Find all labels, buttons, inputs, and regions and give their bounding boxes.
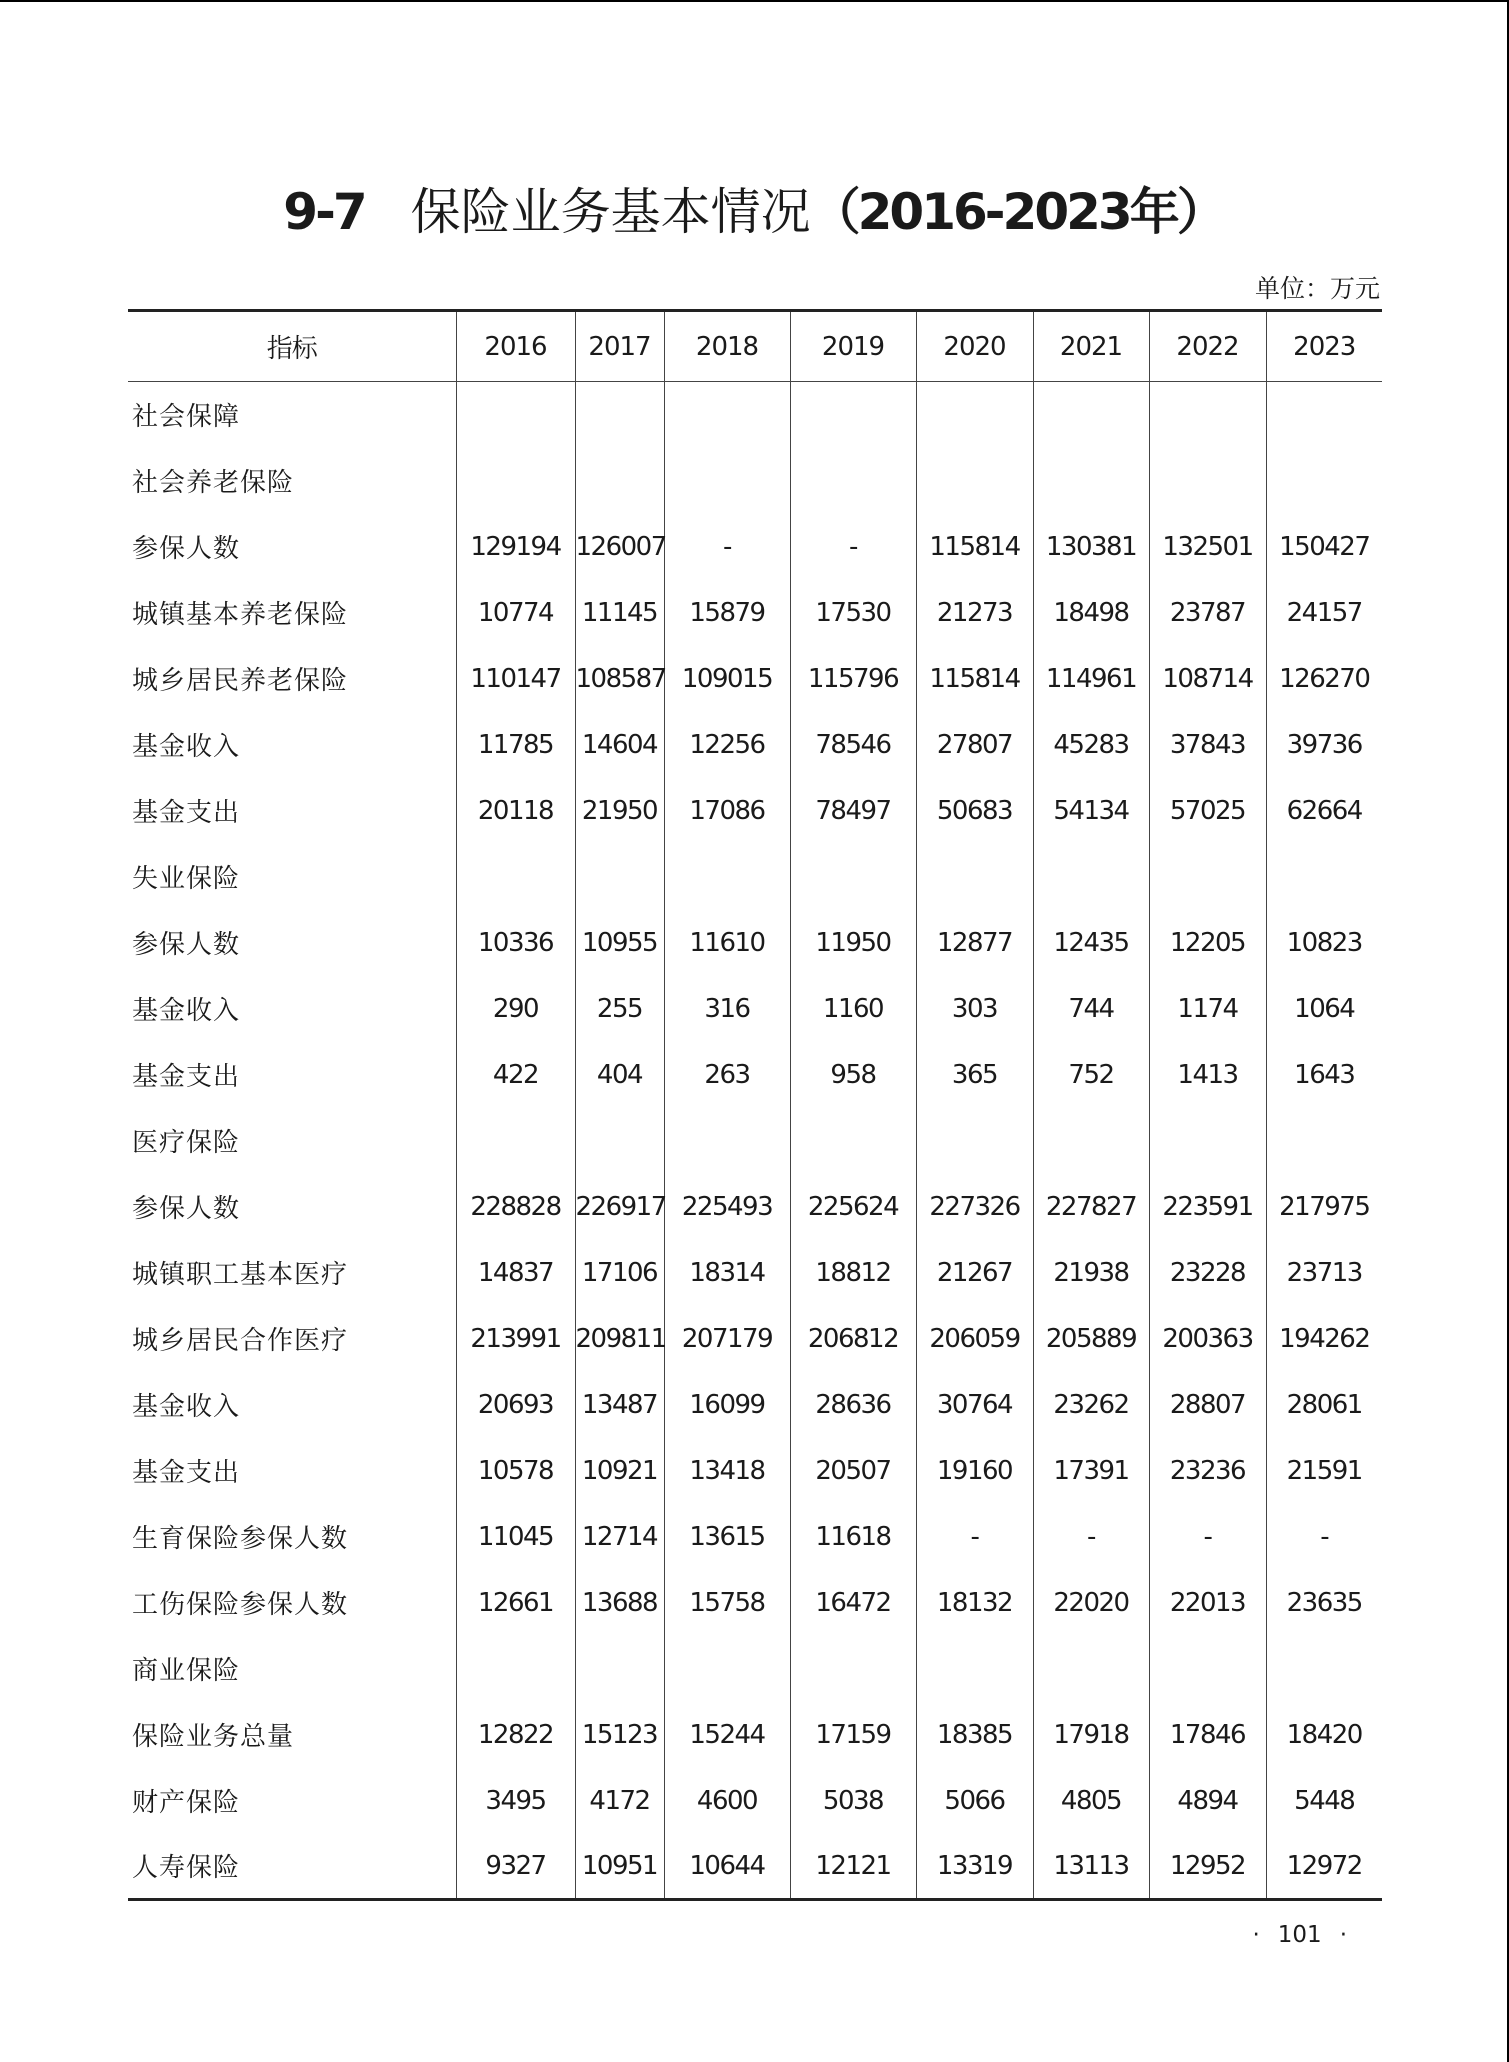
- table-cell: 21273: [916, 580, 1033, 646]
- table-cell: 78546: [790, 712, 916, 778]
- table-cell: 21938: [1033, 1240, 1149, 1306]
- table-cell: 11618: [790, 1504, 916, 1570]
- table-cell: 57025: [1149, 778, 1266, 844]
- table-cell: 1413: [1149, 1042, 1266, 1108]
- table-cell: 24157: [1266, 580, 1382, 646]
- table-cell: 50683: [916, 778, 1033, 844]
- table-cell: 227827: [1033, 1174, 1149, 1240]
- table-cell: 263: [664, 1042, 790, 1108]
- header-year: 2023: [1266, 311, 1382, 382]
- table-cell: 12256: [664, 712, 790, 778]
- table-cell: 115814: [916, 646, 1033, 712]
- table-cell: 14837: [456, 1240, 575, 1306]
- table-row: [128, 1570, 1382, 1636]
- table-cell: [456, 382, 575, 448]
- table-cell: [1149, 1636, 1266, 1702]
- table-cell: [1266, 1636, 1382, 1702]
- table-cell: 12822: [456, 1702, 575, 1768]
- row-label: 财产保险: [132, 1788, 241, 1818]
- table-cell: 12714: [575, 1504, 664, 1570]
- table-cell: 17391: [1033, 1438, 1149, 1504]
- table-cell: 126007: [575, 514, 664, 580]
- table-cell: [1266, 448, 1382, 514]
- row-label: 参保人数: [132, 534, 241, 564]
- table-cell: 115796: [790, 646, 916, 712]
- table-row: [128, 1042, 1382, 1108]
- table-cell: 18385: [916, 1702, 1033, 1768]
- row-label: 基金支出: [132, 798, 241, 828]
- table-row: [128, 1174, 1382, 1240]
- table-row: [128, 1240, 1382, 1306]
- table-cell: 255: [575, 976, 664, 1042]
- header-year: 2019: [790, 311, 916, 382]
- table-cell: 225493: [664, 1174, 790, 1240]
- table-cell: 206812: [790, 1306, 916, 1372]
- row-label: 城乡居民养老保险: [132, 666, 349, 696]
- table-cell: 27807: [916, 712, 1033, 778]
- table-cell: 12952: [1149, 1834, 1266, 1900]
- table-cell: 23635: [1266, 1570, 1382, 1636]
- table-cell: 10774: [456, 580, 575, 646]
- table-cell: 226917: [575, 1174, 664, 1240]
- table-cell: 30764: [916, 1372, 1033, 1438]
- table-cell: 20507: [790, 1438, 916, 1504]
- table-cell: 213991: [456, 1306, 575, 1372]
- table-cell: 10823: [1266, 910, 1382, 976]
- table-cell: 126270: [1266, 646, 1382, 712]
- table-cell: [790, 1108, 916, 1174]
- table-row: [128, 1438, 1382, 1504]
- row-label: 保险业务总量: [132, 1722, 295, 1752]
- table-row: [128, 844, 1382, 910]
- table-cell: 23787: [1149, 580, 1266, 646]
- table-cell: [456, 844, 575, 910]
- table-cell: 5448: [1266, 1768, 1382, 1834]
- header-year: 2022: [1149, 311, 1266, 382]
- table-cell: 1064: [1266, 976, 1382, 1042]
- table-cell: 17106: [575, 1240, 664, 1306]
- table-cell: 12661: [456, 1570, 575, 1636]
- table-cell: 5066: [916, 1768, 1033, 1834]
- table-cell: 130381: [1033, 514, 1149, 580]
- table-cell: 752: [1033, 1042, 1149, 1108]
- table-row: [128, 646, 1382, 712]
- table-cell: 15244: [664, 1702, 790, 1768]
- table-cell: 422: [456, 1042, 575, 1108]
- table-cell: 10951: [575, 1834, 664, 1900]
- table-cell: 23236: [1149, 1438, 1266, 1504]
- table-row: [128, 382, 1382, 448]
- table-cell: 21591: [1266, 1438, 1382, 1504]
- page-dot-left: ·: [1252, 1922, 1260, 1948]
- table-cell: [916, 448, 1033, 514]
- table-row: [128, 1636, 1382, 1702]
- table-cell: 19160: [916, 1438, 1033, 1504]
- table-cell: 200363: [1149, 1306, 1266, 1372]
- table-cell: 9327: [456, 1834, 575, 1900]
- table-cell: 4600: [664, 1768, 790, 1834]
- table-cell: 316: [664, 976, 790, 1042]
- table-cell: [790, 382, 916, 448]
- table-cell: [1033, 1108, 1149, 1174]
- table-cell: 15123: [575, 1702, 664, 1768]
- table-row: [128, 1702, 1382, 1768]
- unit-label: 单位：万元: [1254, 274, 1380, 303]
- table-cell: 109015: [664, 646, 790, 712]
- header-indicator: 指标: [128, 311, 456, 382]
- table-cell: -: [664, 514, 790, 580]
- header-year: 2016: [456, 311, 575, 382]
- row-label: 失业保险: [132, 864, 241, 894]
- table-cell: 10955: [575, 910, 664, 976]
- table-cell: [790, 844, 916, 910]
- table-row: [128, 712, 1382, 778]
- table-cell: 129194: [456, 514, 575, 580]
- table-cell: -: [790, 514, 916, 580]
- table-cell: [575, 382, 664, 448]
- table-row: [128, 448, 1382, 514]
- table-cell: [1033, 1636, 1149, 1702]
- table-cell: [1033, 382, 1149, 448]
- table-cell: 37843: [1149, 712, 1266, 778]
- table-cell: 13615: [664, 1504, 790, 1570]
- table-cell: 13319: [916, 1834, 1033, 1900]
- table-cell: 21950: [575, 778, 664, 844]
- table-row: [128, 580, 1382, 646]
- table-cell: 17846: [1149, 1702, 1266, 1768]
- table-cell: 16472: [790, 1570, 916, 1636]
- table-cell: [916, 382, 1033, 448]
- table-cell: [1033, 448, 1149, 514]
- table-cell: [916, 1636, 1033, 1702]
- table-cell: 13688: [575, 1570, 664, 1636]
- row-label: 基金收入: [132, 1392, 241, 1422]
- table-row: [128, 514, 1382, 580]
- table-cell: [1266, 844, 1382, 910]
- table-cell: 18812: [790, 1240, 916, 1306]
- table-cell: 78497: [790, 778, 916, 844]
- table-cell: [664, 382, 790, 448]
- table-row: [128, 976, 1382, 1042]
- table-cell: [664, 1108, 790, 1174]
- table-cell: [664, 1636, 790, 1702]
- table-cell: [664, 844, 790, 910]
- table-row: [128, 910, 1382, 976]
- row-label: 社会保障: [132, 402, 241, 433]
- table-cell: 205889: [1033, 1306, 1149, 1372]
- table-cell: 290: [456, 976, 575, 1042]
- table-cell: 207179: [664, 1306, 790, 1372]
- table-row: [128, 1372, 1382, 1438]
- table-cell: 10578: [456, 1438, 575, 1504]
- table-cell: -: [1149, 1504, 1266, 1570]
- table-cell: [575, 448, 664, 514]
- table-cell: 217975: [1266, 1174, 1382, 1240]
- page-number-value: 101: [1277, 1922, 1322, 1948]
- table-cell: 62664: [1266, 778, 1382, 844]
- page-number: [1234, 1920, 1365, 1950]
- table-cell: 39736: [1266, 712, 1382, 778]
- table-cell: 17530: [790, 580, 916, 646]
- table-cell: 744: [1033, 976, 1149, 1042]
- table-years: （2016-2023年）: [810, 183, 1224, 241]
- table-cell: 1174: [1149, 976, 1266, 1042]
- table-cell: 45283: [1033, 712, 1149, 778]
- table-cell: 10336: [456, 910, 575, 976]
- table-cell: 958: [790, 1042, 916, 1108]
- table-row: [128, 1306, 1382, 1372]
- table-cell: 227326: [916, 1174, 1033, 1240]
- table-header-row: [128, 311, 1382, 382]
- table-cell: 404: [575, 1042, 664, 1108]
- table-cell: 12877: [916, 910, 1033, 976]
- table-cell: 23713: [1266, 1240, 1382, 1306]
- table-cell: 206059: [916, 1306, 1033, 1372]
- table-cell: [456, 1108, 575, 1174]
- table-cell: -: [1033, 1504, 1149, 1570]
- table-cell: [1149, 1108, 1266, 1174]
- table-cell: 20693: [456, 1372, 575, 1438]
- table-cell: 11145: [575, 580, 664, 646]
- table-cell: 115814: [916, 514, 1033, 580]
- row-label: 参保人数: [132, 930, 241, 960]
- table-cell: 303: [916, 976, 1033, 1042]
- row-label: 生育保险参保人数: [132, 1524, 349, 1554]
- table-cell: 108714: [1149, 646, 1266, 712]
- table-cell: 114961: [1033, 646, 1149, 712]
- table-cell: 11785: [456, 712, 575, 778]
- table-cell: [790, 1636, 916, 1702]
- table-cell: 11610: [664, 910, 790, 976]
- table-cell: 22020: [1033, 1570, 1149, 1636]
- table-cell: 5038: [790, 1768, 916, 1834]
- table-cell: 18132: [916, 1570, 1033, 1636]
- table-cell: 1643: [1266, 1042, 1382, 1108]
- row-label: 城乡居民合作医疗: [132, 1326, 349, 1356]
- table-cell: [456, 1636, 575, 1702]
- table-cell: 15879: [664, 580, 790, 646]
- table-cell: 194262: [1266, 1306, 1382, 1372]
- table-cell: [1266, 382, 1382, 448]
- table-cell: 10644: [664, 1834, 790, 1900]
- table-cell: [456, 448, 575, 514]
- table-cell: [1149, 448, 1266, 514]
- table-cell: 11950: [790, 910, 916, 976]
- table-name: 保险业务基本情况: [410, 183, 811, 241]
- table-cell: 13418: [664, 1438, 790, 1504]
- header-year: 2021: [1033, 311, 1149, 382]
- table-cell: [575, 1108, 664, 1174]
- table-cell: 23228: [1149, 1240, 1266, 1306]
- row-label: 基金收入: [132, 996, 241, 1026]
- table-cell: 209811: [575, 1306, 664, 1372]
- table-cell: 17918: [1033, 1702, 1149, 1768]
- table-cell: 4894: [1149, 1768, 1266, 1834]
- page-dot-right: ·: [1339, 1922, 1347, 1948]
- table-cell: 15758: [664, 1570, 790, 1636]
- row-label: 城镇职工基本医疗: [132, 1260, 349, 1290]
- header-year: 2017: [575, 311, 664, 382]
- table-cell: 223591: [1149, 1174, 1266, 1240]
- table-cell: [1149, 382, 1266, 448]
- table-cell: 12121: [790, 1834, 916, 1900]
- table-cell: 28636: [790, 1372, 916, 1438]
- table-row: [128, 1504, 1382, 1570]
- table-cell: 18498: [1033, 580, 1149, 646]
- table-cell: 20118: [456, 778, 575, 844]
- table-cell: 16099: [664, 1372, 790, 1438]
- table-cell: 228828: [456, 1174, 575, 1240]
- table-cell: 14604: [575, 712, 664, 778]
- table-row: [128, 1834, 1382, 1900]
- table-cell: [916, 844, 1033, 910]
- table-cell: 21267: [916, 1240, 1033, 1306]
- table-cell: 28061: [1266, 1372, 1382, 1438]
- table-cell: 365: [916, 1042, 1033, 1108]
- table-cell: 12435: [1033, 910, 1149, 976]
- table-row: [128, 778, 1382, 844]
- table-cell: [664, 448, 790, 514]
- header-year: 2018: [664, 311, 790, 382]
- table-cell: 17086: [664, 778, 790, 844]
- insurance-table: [128, 309, 1382, 1901]
- row-label: 社会养老保险: [132, 468, 295, 498]
- table-cell: -: [1266, 1504, 1382, 1570]
- table-cell: -: [916, 1504, 1033, 1570]
- table-cell: 28807: [1149, 1372, 1266, 1438]
- table-cell: [575, 844, 664, 910]
- header-year: 2020: [916, 311, 1033, 382]
- table-cell: 11045: [456, 1504, 575, 1570]
- table-cell: 12972: [1266, 1834, 1382, 1900]
- table-row: [128, 1768, 1382, 1834]
- table-cell: [575, 1636, 664, 1702]
- table-cell: 4805: [1033, 1768, 1149, 1834]
- table-code: 9-7: [283, 183, 365, 241]
- table-cell: 13113: [1033, 1834, 1149, 1900]
- table-cell: 17159: [790, 1702, 916, 1768]
- page-title: [0, 180, 1507, 244]
- table-cell: [1033, 844, 1149, 910]
- table-cell: 12205: [1149, 910, 1266, 976]
- row-label: 城镇基本养老保险: [132, 600, 349, 630]
- table-cell: [1266, 1108, 1382, 1174]
- table-cell: 150427: [1266, 514, 1382, 580]
- table-cell: 132501: [1149, 514, 1266, 580]
- row-label: 参保人数: [132, 1194, 241, 1224]
- table-cell: 225624: [790, 1174, 916, 1240]
- table-cell: 110147: [456, 646, 575, 712]
- table-row: [128, 1108, 1382, 1174]
- row-label: 工伤保险参保人数: [132, 1590, 349, 1620]
- table-cell: [916, 1108, 1033, 1174]
- row-label: 基金支出: [132, 1062, 241, 1092]
- table-cell: 23262: [1033, 1372, 1149, 1438]
- table-cell: 18314: [664, 1240, 790, 1306]
- table-cell: 18420: [1266, 1702, 1382, 1768]
- table-cell: 10921: [575, 1438, 664, 1504]
- table-cell: 1160: [790, 976, 916, 1042]
- table-cell: 108587: [575, 646, 664, 712]
- table-cell: [790, 448, 916, 514]
- table-cell: 22013: [1149, 1570, 1266, 1636]
- table-cell: 4172: [575, 1768, 664, 1834]
- row-label: 医疗保险: [132, 1128, 241, 1158]
- table-cell: 13487: [575, 1372, 664, 1438]
- row-label: 商业保险: [132, 1656, 241, 1686]
- row-label: 基金收入: [132, 732, 241, 762]
- table-cell: [1149, 844, 1266, 910]
- table-cell: 54134: [1033, 778, 1149, 844]
- row-label: 人寿保险: [128, 1834, 456, 1900]
- table-cell: 3495: [456, 1768, 575, 1834]
- row-label: 基金支出: [132, 1458, 241, 1488]
